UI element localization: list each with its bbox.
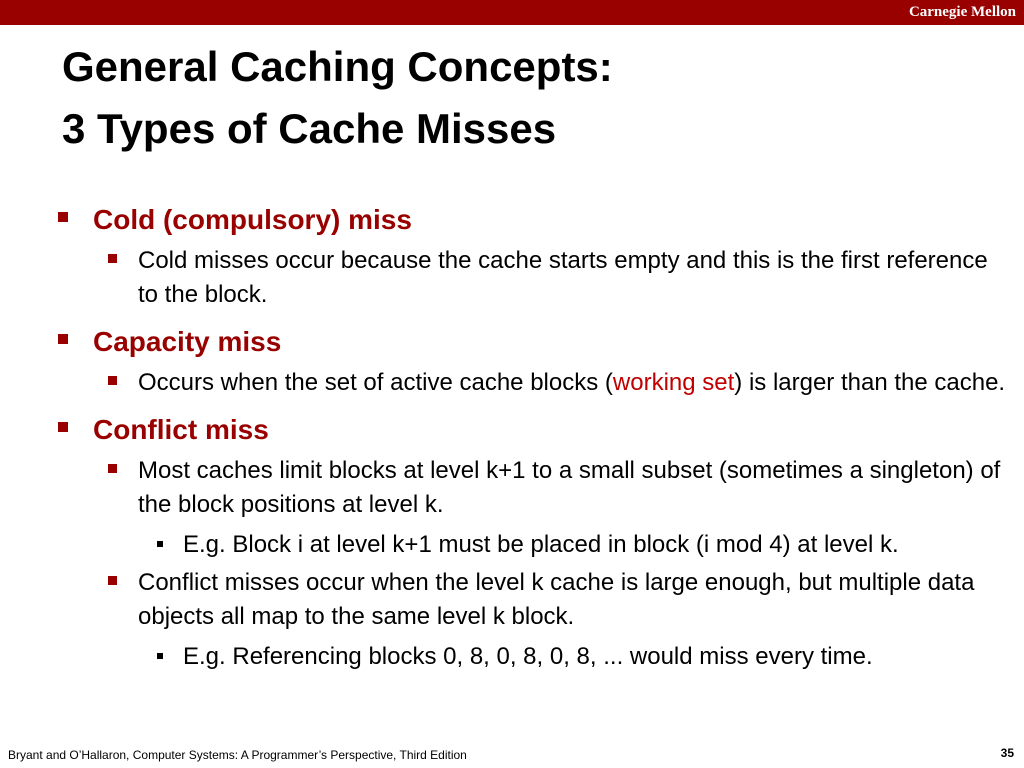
square-bullet-icon	[58, 334, 68, 344]
title-line-2: 3 Types of Cache Misses	[62, 105, 557, 152]
capacity-text-post: ) is larger than the cache.	[734, 369, 1006, 396]
square-bullet-icon	[58, 212, 68, 222]
conflict-occur-description: Conflict misses occur when the level k cache is large enough, but multiple data objects all map to the same level k block.	[138, 569, 975, 630]
small-square-bullet-icon	[157, 653, 163, 659]
top-banner	[0, 0, 1024, 25]
capacity-miss-description	[138, 369, 1005, 396]
square-bullet-icon	[58, 422, 68, 432]
slide-title	[62, 36, 613, 160]
footer-citation: Bryant and O’Hallaron, Computer Systems: A Programmer’s Perspective, Third Edition	[8, 748, 467, 762]
square-bullet-icon	[108, 464, 117, 473]
heading-conflict-miss: Conflict miss	[93, 414, 269, 445]
sub-item-conflict-occur	[0, 566, 1008, 634]
capacity-text-pre: Occurs when the set of active cache blocks (	[138, 369, 613, 396]
example-mod-text: E.g. Block i at level k+1 must be placed in block (i mod 4) at level k.	[183, 531, 899, 558]
brand-label: Carnegie Mellon	[908, 4, 1016, 20]
working-set-highlight: working set	[612, 369, 735, 396]
list-item-conflict-miss	[0, 406, 1024, 454]
square-bullet-icon	[108, 254, 117, 263]
square-bullet-icon	[108, 576, 117, 585]
small-square-bullet-icon	[157, 541, 163, 547]
sub-item-cold-miss	[0, 244, 1008, 312]
cold-miss-description: Cold misses occur because the cache starts empty and this is the first reference to the block.	[138, 247, 988, 308]
sub-sub-item-example-reference	[0, 640, 1024, 674]
title-line-1: General Caching Concepts:	[62, 43, 613, 90]
sub-item-conflict-limit	[0, 454, 1008, 522]
heading-capacity-miss: Capacity miss	[93, 326, 282, 357]
example-reference-text: E.g. Referencing blocks 0, 8, 0, 8, 0, 8, ... would miss every time.	[183, 643, 873, 670]
conflict-limit-description: Most caches limit blocks at level k+1 to a small subset (sometimes a singleton) of the block positions at level k.	[138, 457, 1001, 518]
sub-item-capacity-miss	[0, 366, 1008, 400]
list-item-cold-miss	[0, 196, 1024, 244]
sub-sub-item-example-mod	[0, 528, 1024, 562]
page-number: 35	[1000, 746, 1014, 760]
list-item-capacity-miss	[0, 318, 1024, 366]
slide-body	[0, 196, 1024, 678]
heading-cold-miss: Cold (compulsory) miss	[93, 204, 412, 235]
square-bullet-icon	[108, 376, 117, 385]
